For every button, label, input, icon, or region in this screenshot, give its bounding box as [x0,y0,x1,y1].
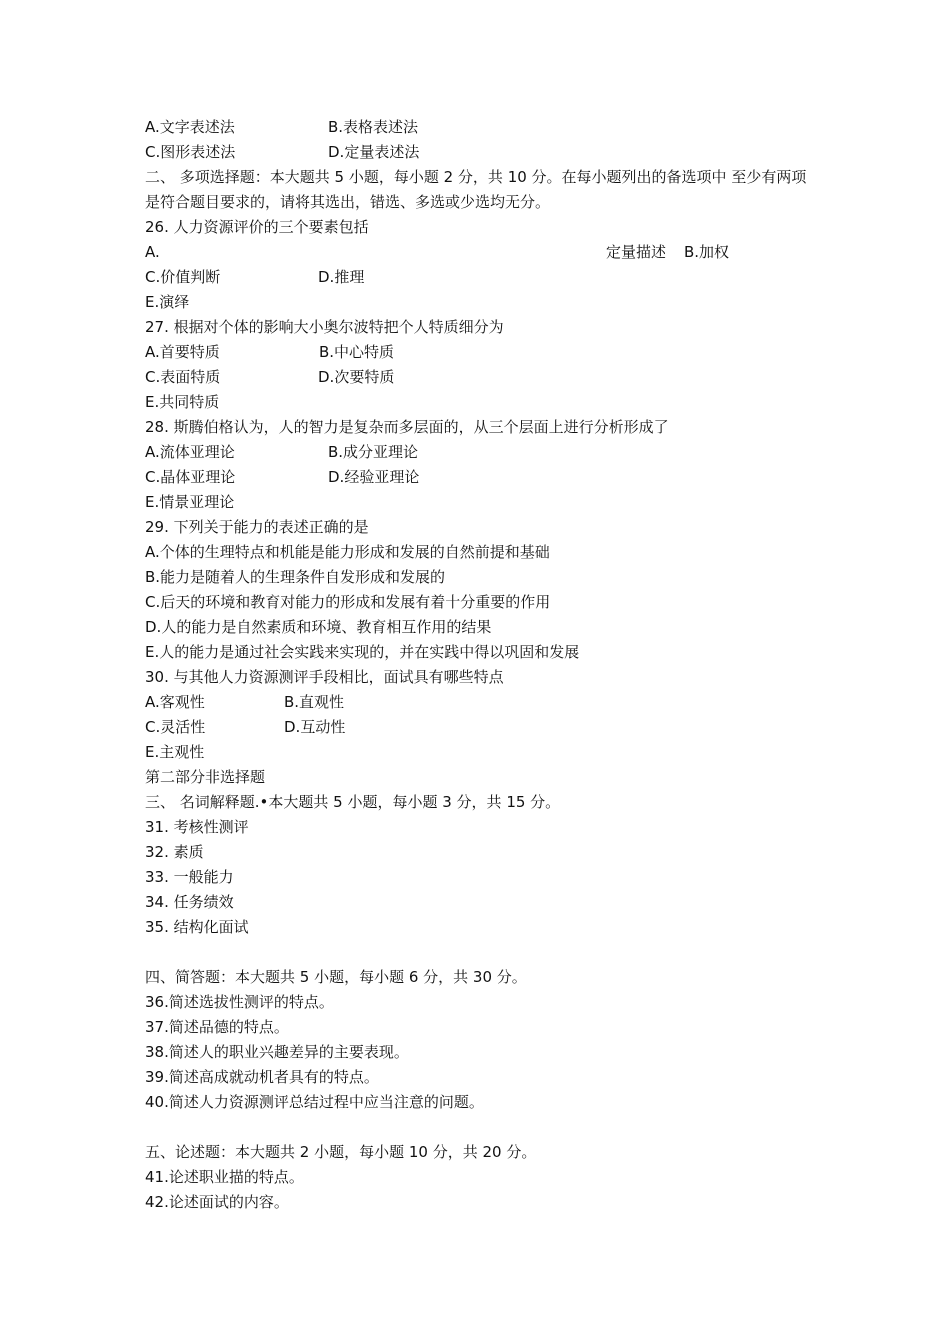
list-item: 39.简述高成就动机者具有的特点。 [145,1068,379,1086]
q28-option-d: D.经验亚理论 [328,468,420,486]
q30-option-b: B.直观性 [284,693,345,711]
q25-option-b: B.表格表述法 [328,118,419,136]
q27-option-c: C.表面特质 [145,368,221,386]
q26-option-d: D.推理 [318,268,365,286]
q26-option-e: E.演绎 [145,293,190,311]
q30-option-a: A.客观性 [145,693,205,711]
q28-option-b: B.成分亚理论 [328,443,419,461]
list-item: 32. 素质 [145,843,204,861]
q28-option-c: C.晶体亚理论 [145,468,236,486]
q26-stem: 26. 人力资源评价的三个要素包括 [145,218,369,236]
list-item: 31. 考核性测评 [145,818,249,836]
list-item: 33. 一般能力 [145,868,234,886]
q30-option-d: D.互动性 [284,718,346,736]
list-item: 35. 结构化面试 [145,918,249,936]
q28-stem: 28. 斯腾伯格认为，人的智力是复杂而多层面的，从三个层面上进行分析形成了 [145,418,669,436]
q30-stem: 30. 与其他人力资源测评手段相比，面试具有哪些特点 [145,668,504,686]
q25-option-c: C.图形表述法 [145,143,236,161]
q26-option-b: B.加权 [684,243,730,261]
q26-option-a: A. [145,243,160,261]
q25-option-a: A.文字表述法 [145,118,235,136]
list-item: 38.简述人的职业兴趣差异的主要表现。 [145,1043,409,1061]
q29-stem: 29. 下列关于能力的表述正确的是 [145,518,369,536]
q29-option-a: A.个体的生理特点和机能是能力形成和发展的自然前提和基础 [145,543,550,561]
q29-option-e: E.人的能力是通过社会实践来实现的，并在实践中得以巩固和发展 [145,643,580,661]
section4-heading: 四、简答题：本大题共 5 小题，每小题 6 分，共 30 分。 [145,968,527,986]
q27-option-d: D.次要特质 [318,368,395,386]
q28-option-e: E.情景亚理论 [145,493,235,511]
q28-option-a: A.流体亚理论 [145,443,235,461]
q29-option-d: D.人的能力是自然素质和环境、教育相互作用的结果 [145,618,492,636]
list-item: 42.论述面试的内容。 [145,1193,289,1211]
list-item: 40.简述人力资源测评总结过程中应当注意的问题。 [145,1093,484,1111]
q25-option-d: D.定量表述法 [328,143,420,161]
q30-option-e: E.主观性 [145,743,205,761]
section2-heading: 二、 多项选择题：本大题共 5 小题，每小题 2 分，共 10 分。在每小题列出的备选项中 至少有两项是符合题目要求的，请将其选出，错选、多选或少选均无分。 [145,168,807,211]
list-item: 34. 任务绩效 [145,893,234,911]
q26-option-c: C.价值判断 [145,268,221,286]
q29-option-c: C.后天的环境和教育对能力的形成和发展有着十分重要的作用 [145,593,551,611]
q27-option-b: B.中心特质 [319,343,395,361]
q27-option-e: E.共同特质 [145,393,220,411]
q27-option-a: A.首要特质 [145,343,220,361]
list-item: 41.论述职业描的特点。 [145,1168,304,1186]
part2-title: 第二部分非选择题 [145,768,266,786]
section3-heading: 三、 名词解释题.•本大题共 5 小题，每小题 3 分，共 15 分。 [145,793,561,811]
list-item: 37.简述品德的特点。 [145,1018,289,1036]
section5-heading: 五、论述题：本大题共 2 小题，每小题 10 分，共 20 分。 [145,1143,537,1161]
q26-option-a-text: 定量描述 [606,243,667,261]
list-item: 36.简述选拔性测评的特点。 [145,993,334,1011]
q29-option-b: B.能力是随着人的生理条件自发形成和发展的 [145,568,446,586]
q30-option-c: C.灵活性 [145,718,206,736]
q27-stem: 27. 根据对个体的影响大小奥尔波特把个人特质细分为 [145,318,504,336]
